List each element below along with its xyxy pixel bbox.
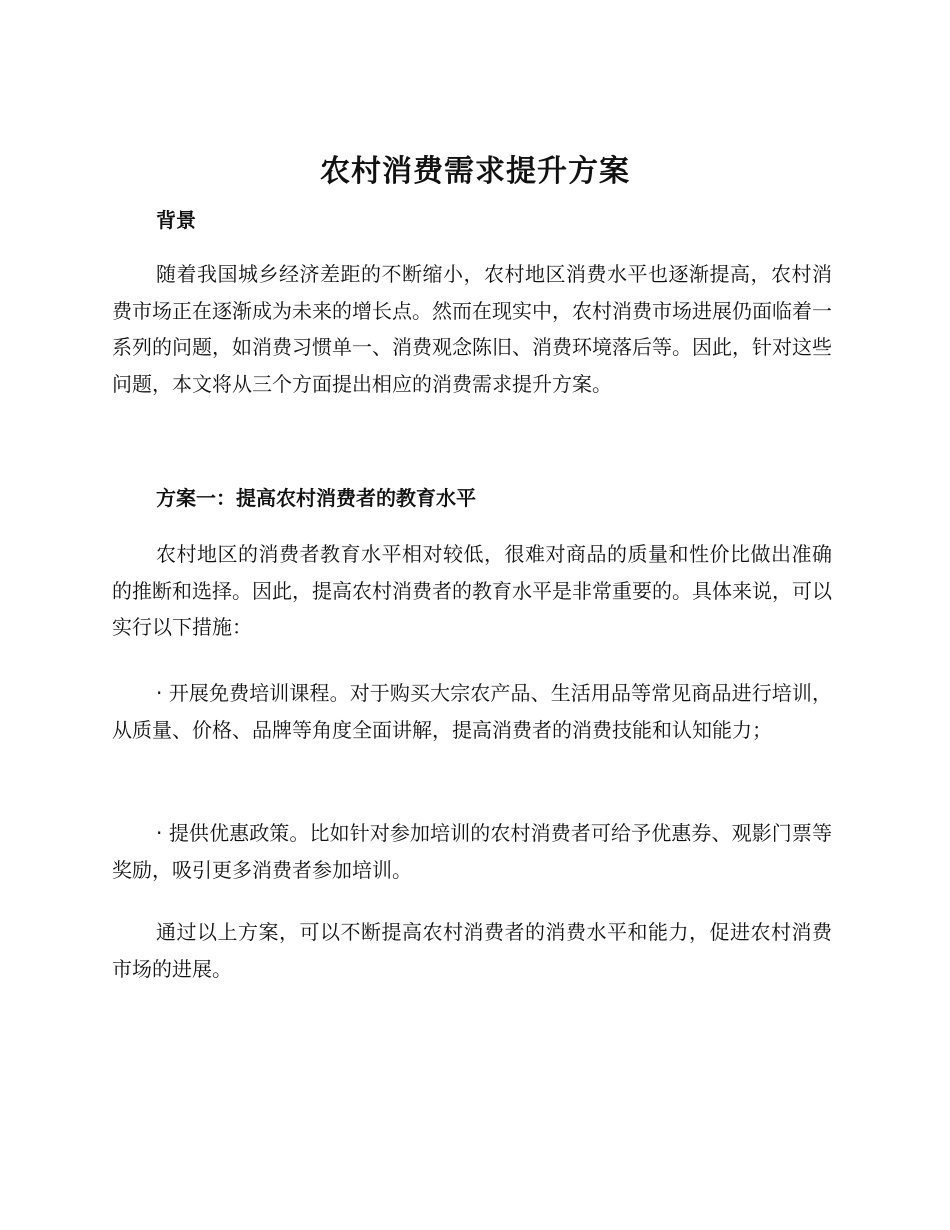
plan-one-bullet-training: · 开展免费培训课程。对于购买大宗农产品、生活用品等常见商品进行培训，从质量、价格、品牌等角度全面讲解，提高消费者的消费技能和认知能力；	[112, 681, 832, 742]
plan-one-bullet-incentives: · 提供优惠政策。比如针对参加培训的农村消费者可给予优惠券、观影门票等奖励，吸引更多消费者参加培训。	[112, 821, 832, 882]
plan-one-intro-paragraph: 农村地区的消费者教育水平相对较低，很难对商品的质量和性价比做出准确的推断和选择。因此，提高农村消费者的教育水平是非常重要的。具体来说，可以实行以下措施：	[112, 542, 832, 639]
background-paragraph: 随着我国城乡经济差距的不断缩小，农村地区消费水平也逐渐提高，农村消费市场正在逐渐成为未来的增长点。然而在现实中，农村消费市场进展仍面临着一系列的问题，如消费习惯单一、消费观念陈旧、消费环境落后等。因此，针对这些问题，本文将从三个方面提出相应的消费需求提升方案。	[112, 262, 832, 396]
plan-one-conclusion-paragraph: 通过以上方案，可以不断提高农村消费者的消费水平和能力，促进农村消费市场的进展。	[112, 920, 832, 981]
section-heading-background: 背景	[156, 208, 196, 232]
document-title: 农村消费需求提升方案	[320, 154, 630, 189]
section-heading-plan-one: 方案一：提高农村消费者的教育水平	[156, 486, 476, 510]
